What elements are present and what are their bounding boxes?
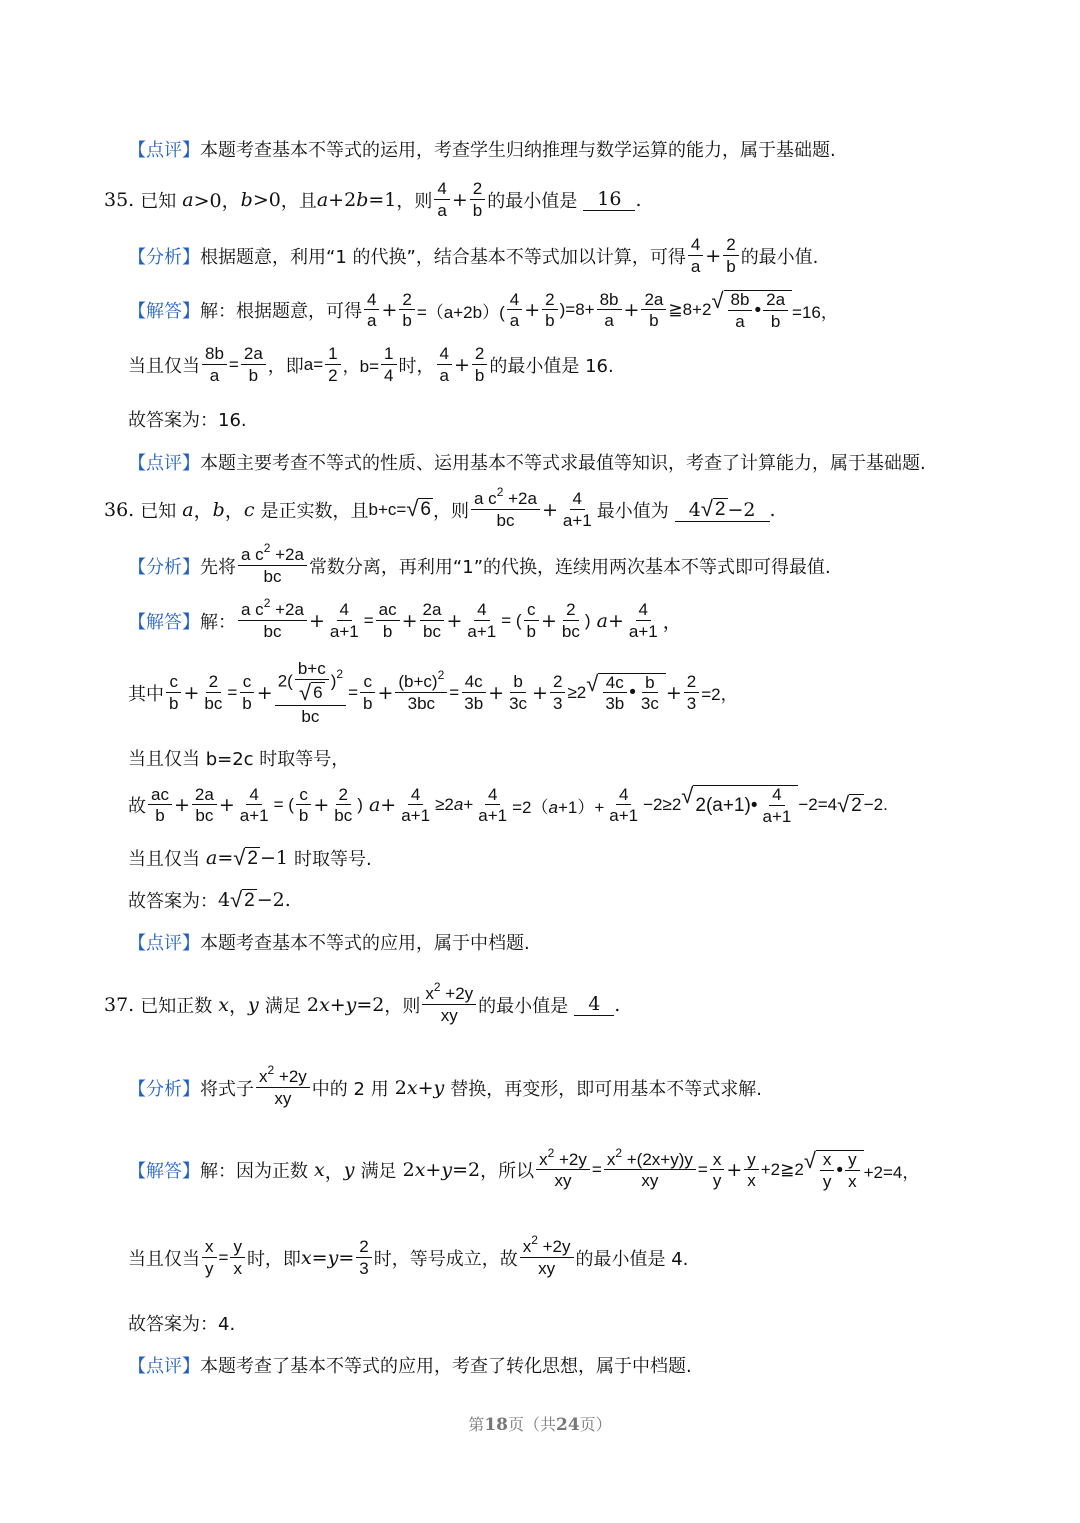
q36-final: 故答案为： 4 √ 2 −2. (128, 886, 291, 912)
q35-comment: 【点评】 本题主要考查不等式的性质、运用基本不等式求最值等知识，考查了计算能力，属于基础题. (128, 453, 926, 474)
q37-answer: 4 (574, 993, 614, 1016)
q36-analysis: 【分析】 先将 $\frac{a c^2 +2a}{bc}$ 常数分离，再利用“1”的代换，连续用两次基本不等式即可得最值. (128, 541, 831, 586)
q35-final: 故答案为：16. (128, 410, 247, 431)
q36-comment: 【点评】 本题考查基本不等式的应用，属于中档题. (128, 933, 530, 954)
question-number: 37. (104, 993, 135, 1016)
q36-stem: 36. 已知 a ， b ， c 是正实数，且 b+c= √ 6 ，则 $\frac{a c^2 +2a}{bc}$ + $\frac{4}{a+1}$ 最小值为 4 √ 2 −2 . (104, 485, 776, 530)
q36-line5: 当且仅当 a = √ 2 −1 时取等号. (128, 844, 372, 870)
q35-stem: 35. 已知 a >0， b >0 ，且 a +2 b =1 ，则 $\frac{4}{a}$ + $\frac{2}{b}$ 的最小值是 16 . (104, 179, 642, 220)
q36-line4: 故 $\frac{ac}{b}$ + $\frac{2a}{bc}$ + $\frac{4}{a+1}$ = ( $\frac{c}{b}$ + $\frac{2}{bc}$ ) a + $\frac{4}{a+1}$ ≥2a+ $\frac{4}{a+1}$ =2（a+1）+ $\frac{4}{a+1}$ −2≥2 √ 2(a+1)• $\frac{4}{a+1}$ −2=4 √ 2 −2. (128, 783, 888, 826)
q35-answer: 16 (583, 188, 635, 211)
q37-comment: 【点评】 本题考查了基本不等式的应用，考查了转化思想，属于中档题. (128, 1356, 692, 1377)
q36-line2: 其中 $\frac{c}{b}$ + $\frac{2}{bc}$ = $\frac{c}{b}$ + 2( b+c √ 6 )$^2$ bc = $\frac{c}{b}$ + $\frac{(b+c)^2}{3bc}$ = $\frac{4c}{3b}$ + $\frac{b}{3c}$ + $\frac{2}{3}$ ≥2 √ $\frac{4c}{3b}$ • $\frac{b}{3c}$ + $\frac{2}{3}$ =2， (128, 659, 738, 726)
top-comment: 【点评】 本题考查基本不等式的运用，考查学生归纳推理与数学运算的能力，属于基础题. (128, 140, 836, 161)
q36-line3: 当且仅当 b=2c 时取等号， (128, 749, 350, 770)
q35-equality: 当且仅当 $\frac{8b}{a}$ = $\frac{2a}{b}$ ，即 a= $\frac{1}{2}$ ，b= $\frac{1}{4}$ 时， $\frac{4}{a}$ + $\frac{2}{b}$ 的最小值是 16. (128, 344, 614, 385)
q37-analysis: 【分析】 将式子 $\frac{x^2 +2y}{xy}$ 中的 2 用 2 x + y 替换，再变形，即可用基本不等式求解. (128, 1063, 762, 1108)
question-number: 35. (104, 188, 135, 211)
current-page: 18 (484, 1415, 508, 1435)
q35-analysis: 【分析】 根据题意，利用“1 的代换”，结合基本不等式加以计算，可得 $\frac{4}{a}$ + $\frac{2}{b}$ 的最小值. (128, 235, 819, 276)
q35-solution: 【解答】 解：根据题意，可得 $\frac{4}{a}$ + $\frac{2}{b}$ =（a+2b）( $\frac{4}{a}$ + $\frac{2}{b}$ )=8+ $\frac{8b}{a}$ + $\frac{2a}{b}$ ≧8+2 √ $\frac{8b}{a}$ • $\frac{2a}{b}$ =16， (128, 288, 838, 331)
total-pages: 24 (556, 1415, 580, 1435)
question-number: 36. (104, 498, 135, 521)
q37-stem: 37. 已知正数 x ， y 满足 2 x + y =2 ，则 $\frac{x^2 +2y}{xy}$ 的最小值是 4 . (104, 980, 621, 1025)
q37-solution: 【解答】 解：因为正数 x ， y 满足 2 x + y =2 ，所以 $\frac{x^2 +2y}{xy}$ = $\frac{x^2 +(2x+y)y}{xy}$ = $\frac{x}{y}$ + $\frac{y}{x}$ +2≧2 √ $\frac{x}{y}$ • $\frac{y}{x}$ +2=4， (128, 1145, 920, 1191)
q37-equality: 当且仅当 $\frac{x}{y}$ = $\frac{y}{x}$ 时，即 x = y = $\frac{2}{3}$ 时，等号成立，故 $\frac{x^2 +2y}{xy}$ 的最小值是 4. (128, 1233, 689, 1278)
q36-answer: 4 √ 2 −2 (675, 498, 770, 522)
q37-final: 故答案为：4. (128, 1314, 236, 1335)
q36-solution: 【解答】 解： $\frac{a c^2 +2a}{bc}$ + $\frac{4}{a+1}$ = $\frac{ac}{b}$ + $\frac{2a}{bc}$ + $\frac{4}{a+1}$ = ( $\frac{c}{b}$ + $\frac{2}{bc}$ ) a + $\frac{4}{a+1}$ ， (128, 596, 682, 641)
page-footer: 第18页（共24页） (468, 1415, 612, 1435)
